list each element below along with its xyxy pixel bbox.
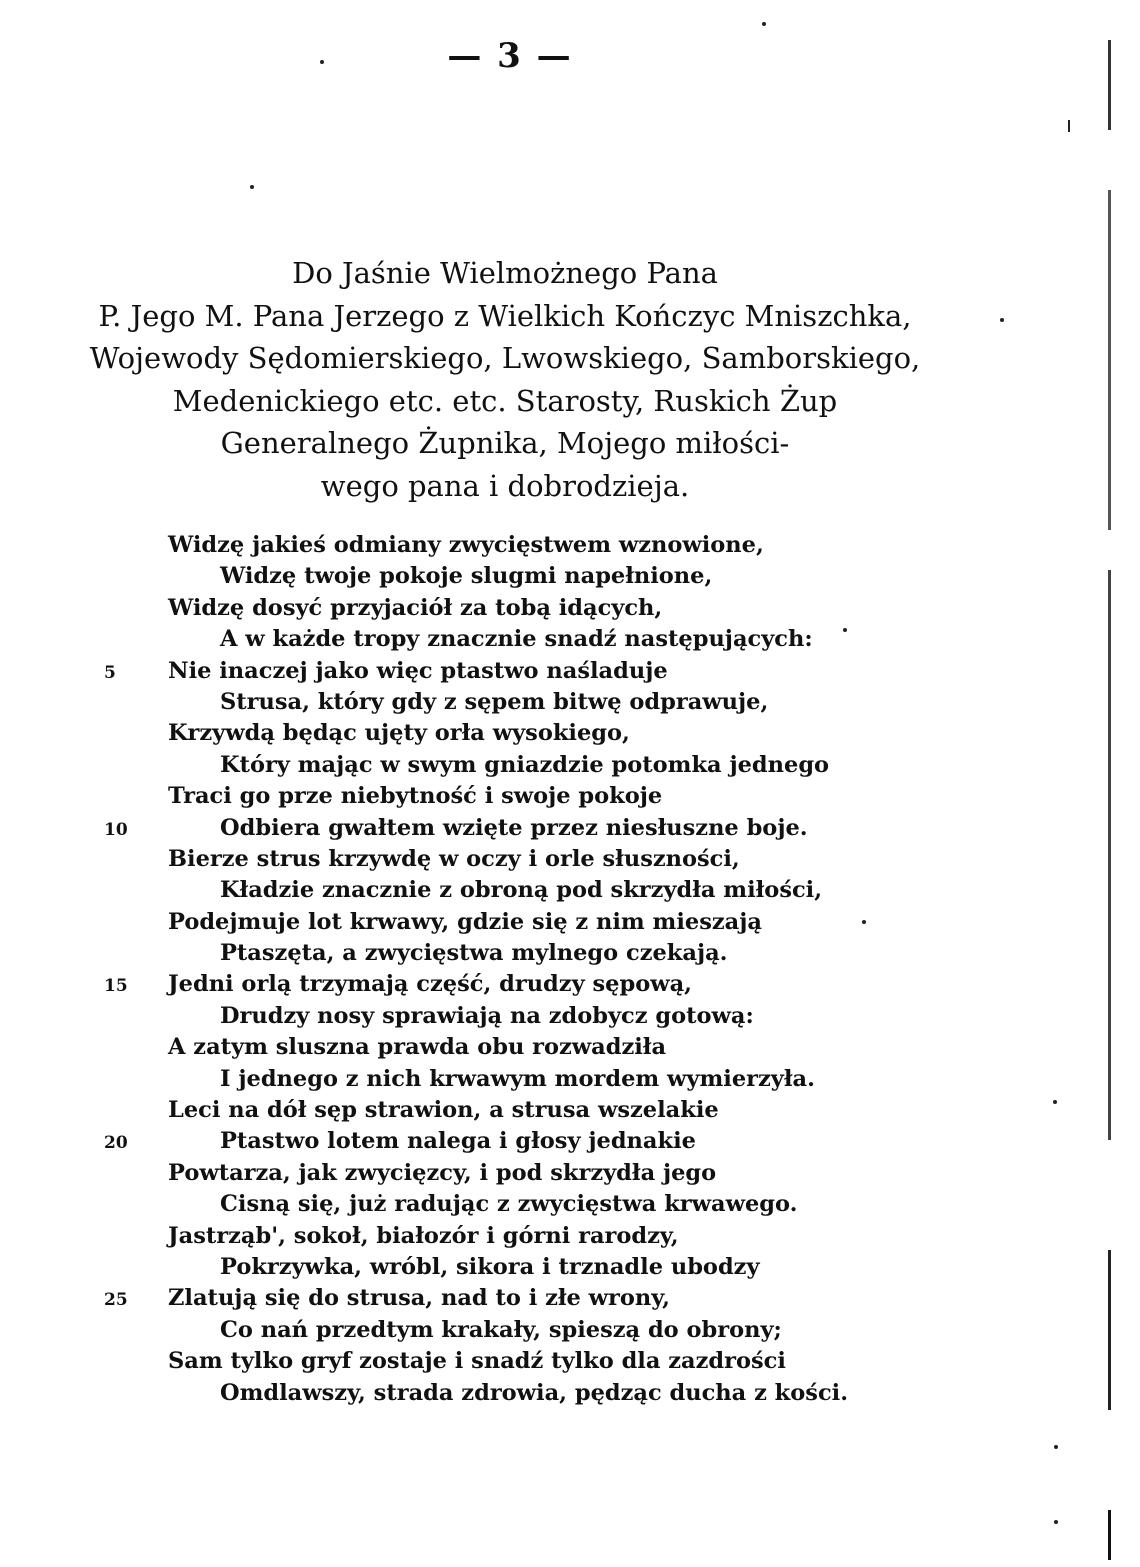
dedication-line: P. Jego M. Pana Jerzego z Wielkich Kończyc Mniszchka,: [98, 298, 912, 333]
line-number: 5: [104, 662, 116, 683]
line-number: 20: [104, 1133, 128, 1154]
verse-line: [0, 813, 1000, 844]
poem-body: [0, 530, 1000, 1409]
verse-line: [0, 781, 1000, 812]
verse-line: [0, 969, 1000, 1000]
verse-line: [0, 561, 1000, 592]
scan-speck: [320, 60, 324, 64]
verse-text: Widzę jakieś odmiany zwycięstwem wznowione,: [168, 532, 764, 558]
verse-line: [0, 1032, 1000, 1063]
page-number: — 3 —: [447, 36, 573, 76]
verse-text: Pokrzywka, wróbl, sikora i trznadle ubodzy: [220, 1253, 760, 1280]
scan-edge-artifact: [1068, 120, 1070, 132]
verse-line: [0, 1378, 1000, 1409]
verse-line: [0, 1064, 1000, 1095]
verse-line: [0, 1283, 1000, 1314]
verse-text: Kładzie znacznie z obroną pod skrzydła miłości,: [220, 877, 823, 904]
scan-speck: [1000, 318, 1004, 322]
scan-speck: [250, 185, 254, 189]
verse-text: Podejmuje lot krwawy, gdzie się z nim mieszają: [168, 908, 762, 935]
verse-text: Ptaszęta, a zwycięstwa mylnego czekają.: [220, 940, 728, 967]
verse-line: [0, 1315, 1000, 1346]
verse-line: [0, 687, 1000, 718]
verse-line: [0, 844, 1000, 875]
verse-text: Sam tylko gryf zostaje i snadź tylko dla zazdrości: [168, 1348, 786, 1375]
verse-line: [0, 938, 1000, 969]
line-number: 15: [104, 976, 128, 997]
verse-text: I jednego z nich krwawym mordem wymierzyła.: [220, 1065, 815, 1092]
verse-text: Co nań przedtym krakały, spieszą do obrony;: [220, 1316, 782, 1343]
verse-line: [0, 1158, 1000, 1189]
verse-line: [0, 875, 1000, 906]
line-number: 10: [104, 819, 128, 840]
dedication-line: Generalnego Żupnika, Mojego miłości-: [220, 426, 790, 460]
verse-text: Powtarza, jak zwycięzcy, i pod skrzydła jego: [168, 1159, 717, 1186]
verse-text: Drudzy nosy sprawiają na zdobycz gotową:: [220, 1002, 754, 1029]
verse-line: [0, 1346, 1000, 1377]
verse-text: Widzę dosyć przyjaciół za tobą idących,: [168, 594, 663, 621]
scan-speck: [1053, 1100, 1057, 1104]
verse-line: [0, 1095, 1000, 1126]
line-number: 25: [104, 1290, 128, 1311]
dedication-line: wego pana i dobrodzieja.: [320, 468, 690, 503]
scan-edge-artifact: [1108, 10, 1111, 1560]
verse-line: [0, 1001, 1000, 1032]
verse-text: Który mając w swym gniazdzie potomka jednego: [220, 751, 830, 778]
verse-line: [0, 1126, 1000, 1157]
dedication-line: Do Jaśnie Wielmożnego Pana: [292, 256, 718, 290]
verse-text: Strusa, który gdy z sępem bitwę odprawuje,: [220, 688, 769, 715]
dedication-line: Medenickiego etc. etc. Starosty, Ruskich Żup: [172, 383, 838, 418]
verse-text: Zlatują się do strusa, nad to i złe wrony,: [168, 1285, 671, 1312]
verse-text: Bierze strus krzywdę w oczy i orle słuszności,: [168, 845, 740, 872]
verse-line: [0, 624, 1000, 655]
verse-text: Odbiera gwałtem wzięte przez niesłuszne boje.: [220, 814, 808, 841]
verse-text: A zatym sluszna prawda obu rozwadziła: [168, 1034, 667, 1061]
dedication-line: Wojewody Sędomierskiego, Lwowskiego, Samborskiego,: [89, 341, 921, 375]
scan-speck: [762, 22, 766, 26]
verse-line: [0, 1221, 1000, 1252]
verse-text: Krzywdą będąc ujęty orła wysokiego,: [168, 720, 630, 747]
verse-text: Cisną się, już radując z zwycięstwa krwawego.: [220, 1191, 798, 1218]
verse-line: [0, 656, 1000, 687]
verse-text: Widzę twoje pokoje slugmi napełnione,: [220, 563, 713, 590]
verse-line: [0, 718, 1000, 749]
verse-line: [0, 530, 1000, 561]
verse-text: Nie inaczej jako więc ptastwo naśladuje: [168, 657, 668, 684]
scan-speck: [862, 920, 866, 924]
scan-speck: [1054, 1520, 1058, 1524]
scan-speck: [1054, 1445, 1058, 1449]
verse-line: [0, 907, 1000, 938]
verse-text: Jedni orlą trzymają część, drudzy sępową,: [168, 971, 692, 998]
verse-text: Jastrząb', sokoł, białozór i górni rarodzy,: [168, 1222, 679, 1249]
verse-text: A w każde tropy znacznie snadź następujących:: [220, 626, 813, 653]
verse-text: Omdlawszy, strada zdrowia, pędząc ducha z kości.: [220, 1379, 849, 1406]
scan-speck: [843, 628, 847, 632]
verse-line: [0, 750, 1000, 781]
verse-line: [0, 1252, 1000, 1283]
verse-text: Ptastwo lotem nalega i głosy jednakie: [220, 1128, 696, 1155]
verse-line: [0, 593, 1000, 624]
dedication-heading: [0, 252, 1010, 507]
verse-text: Leci na dół sęp strawion, a strusa wszelakie: [168, 1097, 719, 1124]
verse-text: Traci go prze niebytność i swoje pokoje: [168, 783, 663, 810]
verse-line: [0, 1189, 1000, 1220]
